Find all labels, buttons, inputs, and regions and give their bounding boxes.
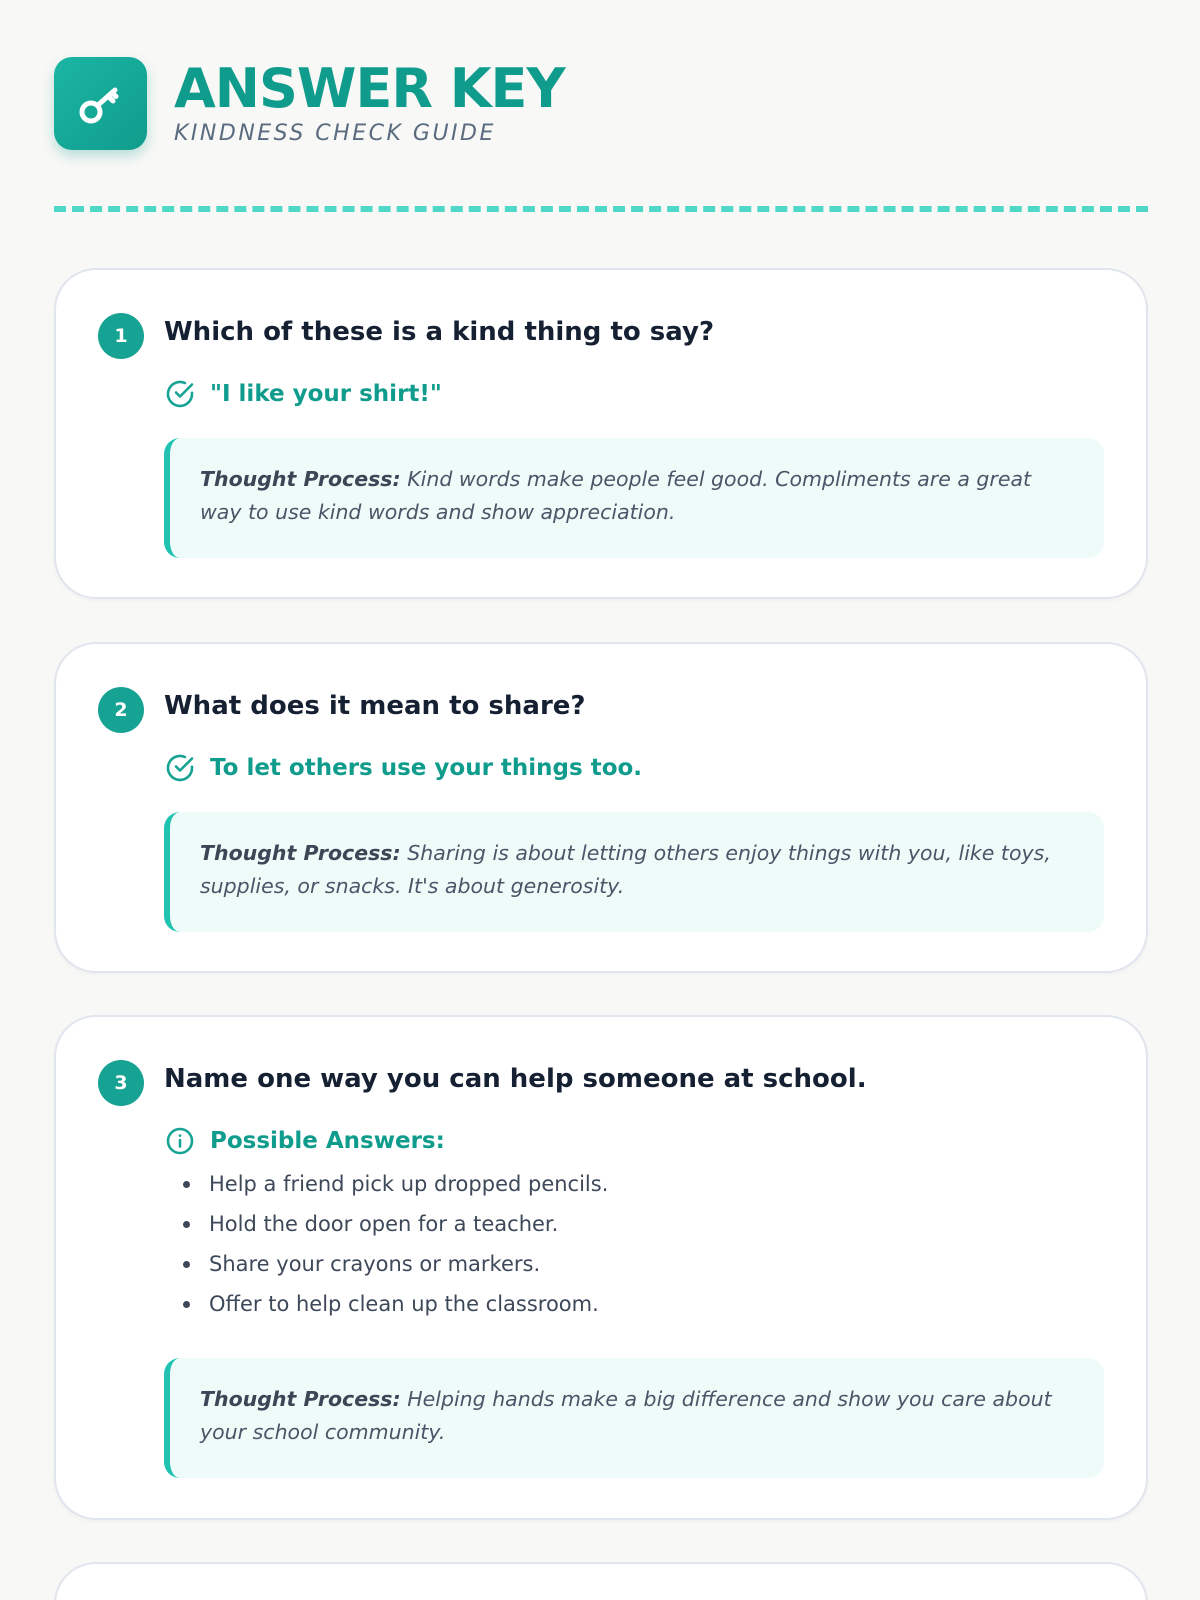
question-text: Name one way you can help someone at school.	[164, 1064, 867, 1094]
thought-text: Sharing is about letting others enjoy things with you, like toys, supplies, or snacks. It's about generosity.	[200, 841, 1051, 898]
question-card-3	[54, 1015, 1148, 1520]
page-subtitle: KINDNESS CHECK GUIDE	[174, 121, 496, 146]
thought-label: Thought Process:	[200, 467, 401, 491]
question-text: Which of these is a kind thing to say?	[164, 317, 715, 347]
question-text: What does it mean to share?	[164, 691, 586, 721]
key-icon	[75, 78, 127, 130]
page-header	[54, 57, 565, 150]
info-circle-icon	[164, 1125, 196, 1157]
thought-process-box	[164, 812, 1104, 932]
check-circle-icon	[164, 378, 196, 410]
question-number: 3	[98, 1060, 144, 1106]
thought-label: Thought Process:	[200, 1387, 401, 1411]
answer-row	[164, 752, 642, 784]
question-number: 1	[98, 313, 144, 359]
list-item: Share your crayons or markers.	[183, 1244, 608, 1284]
question-number: 2	[98, 687, 144, 733]
question-card-1	[54, 268, 1148, 599]
answer-row	[164, 378, 442, 410]
list-item: Offer to help clean up the classroom.	[183, 1284, 608, 1324]
list-item: Help a friend pick up dropped pencils.	[183, 1164, 608, 1204]
question-card-4	[54, 1562, 1148, 1600]
page-title: ANSWER KEY	[174, 57, 565, 120]
answer-text: Possible Answers:	[210, 1128, 445, 1154]
list-item: Hold the door open for a teacher.	[183, 1204, 608, 1244]
answer-text: To let others use your things too.	[210, 755, 643, 781]
check-circle-icon	[164, 752, 196, 784]
header-divider	[54, 206, 1148, 212]
thought-label: Thought Process:	[200, 841, 401, 865]
answer-row	[164, 1125, 445, 1157]
thought-text: Helping hands make a big difference and show you care about your school community.	[200, 1387, 1052, 1444]
thought-text: Kind words make people feel good. Compliments are a great way to use kind words and show appreciation.	[200, 467, 1032, 524]
question-card-2	[54, 642, 1148, 973]
answer-text: "I like your shirt!"	[210, 381, 442, 407]
possible-answers-list	[183, 1164, 608, 1324]
thought-process-box	[164, 1358, 1104, 1478]
logo-badge	[54, 57, 147, 150]
thought-process-box	[164, 438, 1104, 558]
